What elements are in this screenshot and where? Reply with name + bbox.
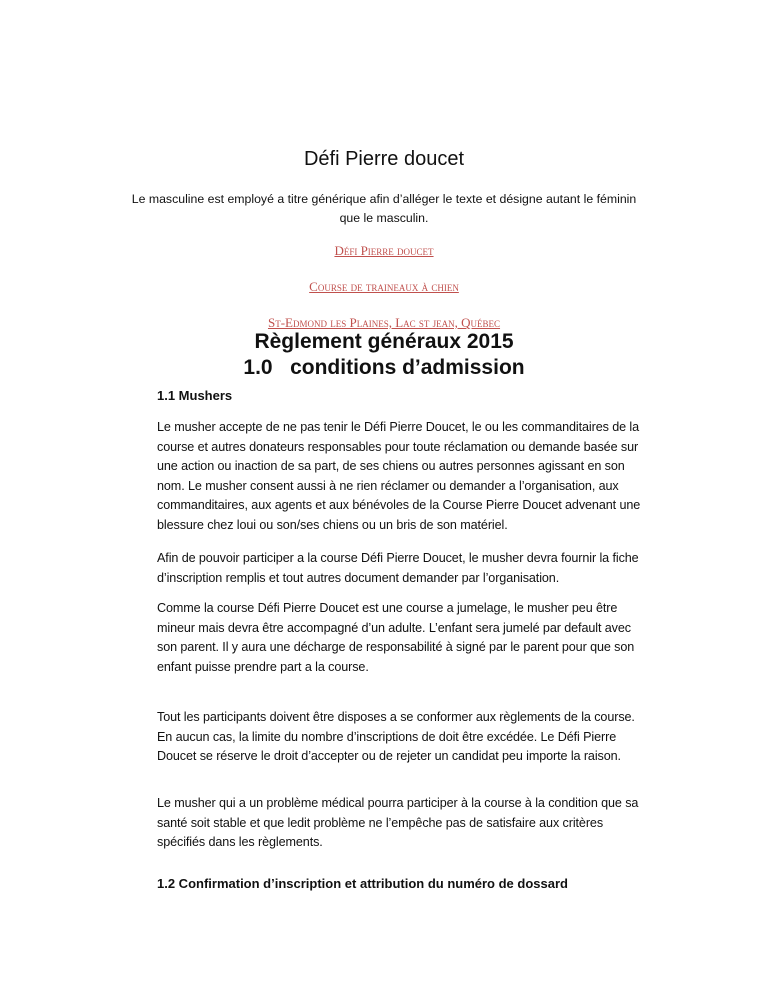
subsection-1-2: 1.2 Confirmation d’inscription et attribution du numéro de dossard: [157, 876, 568, 891]
line: course et autres donateurs responsables pour toute réclamation ou demande basée sur: [157, 439, 639, 454]
paragraph: [157, 794, 638, 853]
line: Afin de pouvoir participer a la course Défi Pierre Doucet, le musher devra fournir la fiche: [157, 551, 639, 565]
line: commanditaires, aux agents et aux bénévoles de la Course Pierre Doucet advenant une: [157, 498, 641, 512]
line: spécifiés dans les règlements.: [157, 835, 323, 849]
line: Comme la course Défi Pierre Doucet est une course a jumelage, le musher peu être: [157, 601, 618, 615]
subsection-1-1: 1.1 Mushers: [157, 388, 233, 403]
paragraph: [157, 418, 640, 535]
subtitle-note: [0, 190, 768, 228]
line: son parent. Il y aura une décharge de responsabilité à signé par le parent pour que son: [157, 640, 635, 654]
line: mineur mais devra être accompagné d’un adulte. L’enfant sera jumelé par default avec: [157, 620, 631, 635]
subtitle-line: Le masculine est employé a titre générique afin d’alléger le texte et désigne autant le féminin: [131, 192, 637, 206]
document-title: Défi Pierre doucet: [303, 148, 465, 170]
line: d’inscription remplis et tout autres document demander par l’organisation.: [157, 570, 560, 585]
subtitle-line: que le masculin.: [339, 211, 429, 225]
line: santé soit stable et que ledit problème ne l’empêche pas de satisfaire aux critères: [157, 815, 604, 830]
line: Le musher accepte de ne pas tenir le Défi Pierre Doucet, le ou les commanditaires de la: [157, 420, 640, 434]
line: enfant puisse prendre part a la course.: [157, 659, 369, 674]
line: Doucet se réserve le droit d’accepter ou de rejeter un candidat peu importe la raison.: [157, 749, 621, 763]
line: une action ou inaction de sa part, de ses chiens ou autres personnes agissant en son: [157, 459, 625, 473]
red-heading-event: Défi Pierre doucet: [334, 243, 434, 258]
line: Tout les participants doivent être disposes a se conformer aux règlements de la course.: [157, 710, 635, 724]
paragraph: [157, 599, 634, 677]
line: En aucun cas, la limite du nombre d’inscriptions de doit être excédée. Le Défi Pierre: [157, 729, 617, 744]
line: nom. Le musher consent aussi à ne rien réclamer ou demander a l’organisation, aux: [157, 478, 619, 493]
section-title: 1.0 conditions d’admission: [243, 356, 525, 379]
red-heading-race: Course de traineaux à chien: [309, 279, 459, 294]
main-title: Règlement généraux 2015: [254, 330, 514, 353]
line: blessure chez loui ou son/ses chiens ou un bris de son matériel.: [157, 517, 508, 532]
paragraph: [157, 549, 639, 588]
line: Le musher qui a un problème médical pourra participer à la course à la condition que sa: [157, 796, 639, 810]
red-heading-location: St-Edmond les Plaines, Lac st jean, Québec: [267, 315, 501, 330]
paragraph: [157, 708, 635, 767]
